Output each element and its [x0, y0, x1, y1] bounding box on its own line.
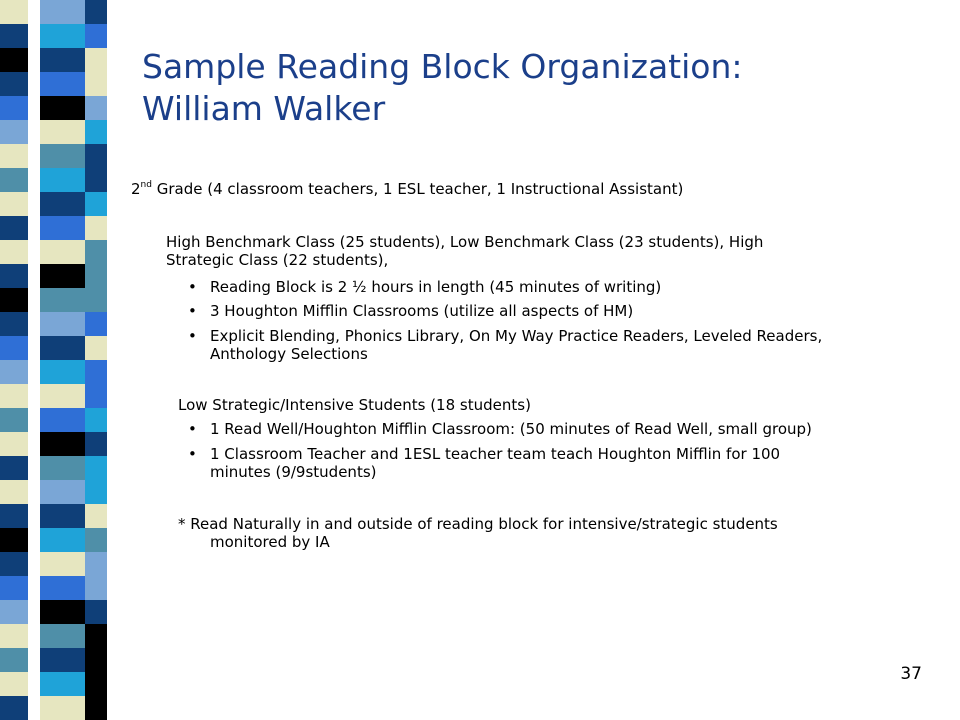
decorative-stripe [40, 96, 85, 120]
decorative-stripe-edge [0, 264, 28, 288]
decorative-stripe-edge [0, 240, 28, 264]
section1-bullet-2: 3 Houghton Mifflin Classrooms (utilize all aspects of HM) [210, 302, 634, 320]
decorative-stripe [40, 48, 85, 72]
decorative-stripe-right [85, 480, 107, 504]
decorative-stripe-edge [0, 432, 28, 456]
decorative-stripe [40, 552, 85, 576]
section2-bullet-2-line-2: minutes (9/9students) [210, 463, 377, 481]
section1-bullet-3-line-1: Explicit Blending, Phonics Library, On My Way Practice Readers, Leveled Readers, [210, 327, 823, 345]
decorative-stripe [40, 144, 85, 168]
decorative-stripe [40, 384, 85, 408]
decorative-stripe-right [85, 72, 107, 96]
decorative-stripe [40, 72, 85, 96]
decorative-stripe-right [85, 264, 107, 288]
section1-heading-line-1: High Benchmark Class (25 students), Low Benchmark Class (23 students), High [166, 233, 764, 251]
decorative-stripe-right [85, 336, 107, 360]
grade-number: 2 [131, 180, 141, 198]
decorative-stripe-right [85, 288, 107, 312]
decorative-stripe [40, 264, 85, 288]
decorative-stripe [40, 528, 85, 552]
decorative-stripe [40, 456, 85, 480]
decorative-stripe-edge [0, 672, 28, 696]
decorative-stripe [40, 168, 85, 192]
decorative-stripe-edge [0, 624, 28, 648]
decorative-stripe-right [85, 48, 107, 72]
decorative-stripe-edge [0, 648, 28, 672]
decorative-stripe-edge [0, 144, 28, 168]
decorative-stripe-right [85, 24, 107, 48]
decorative-stripe-right [85, 144, 107, 168]
bullet-marker: • [188, 445, 197, 463]
decorative-stripe [40, 600, 85, 624]
decorative-stripe-edge [0, 480, 28, 504]
decorative-stripe-edge [0, 312, 28, 336]
decorative-stripe-right [85, 672, 107, 696]
decorative-stripe-edge [0, 48, 28, 72]
decorative-stripe [40, 432, 85, 456]
decorative-stripe [40, 312, 85, 336]
decorative-stripe-edge [0, 336, 28, 360]
decorative-stripe-right [85, 120, 107, 144]
decorative-stripe-right [85, 192, 107, 216]
decorative-stripe-right [85, 528, 107, 552]
decorative-stripe-right [85, 600, 107, 624]
decorative-stripe-edge [0, 552, 28, 576]
decorative-stripe [40, 480, 85, 504]
bullet-marker: • [188, 327, 197, 345]
bullet-marker: • [188, 302, 197, 320]
decorative-stripe-right [85, 216, 107, 240]
section2-bullet-2-line-1: 1 Classroom Teacher and 1ESL teacher team teach Houghton Mifflin for 100 [210, 445, 781, 463]
decorative-stripe-right [85, 96, 107, 120]
decorative-stripe-right [85, 408, 107, 432]
decorative-stripe [40, 672, 85, 696]
decorative-stripe [40, 216, 85, 240]
section1-heading-line-2: Strategic Class (22 students), [166, 251, 389, 269]
title-line-1: Sample Reading Block Organization: [142, 47, 743, 86]
decorative-stripe-right [85, 0, 107, 24]
decorative-stripe-right [85, 624, 107, 648]
decorative-stripe-right [85, 360, 107, 384]
decorative-stripe [40, 240, 85, 264]
decorative-stripe [40, 648, 85, 672]
decorative-stripe-edge [0, 528, 28, 552]
decorative-stripe [40, 24, 85, 48]
decorative-stripe-edge [0, 504, 28, 528]
decorative-stripe-right [85, 504, 107, 528]
decorative-stripe-edge [0, 384, 28, 408]
section1-bullet-3-line-2: Anthology Selections [210, 345, 368, 363]
decorative-stripe-right [85, 432, 107, 456]
decorative-stripe-edge [0, 72, 28, 96]
decorative-stripe-edge [0, 456, 28, 480]
decorative-stripe [40, 336, 85, 360]
decorative-stripe [40, 360, 85, 384]
decorative-stripe-right [85, 576, 107, 600]
decorative-stripe-edge [0, 216, 28, 240]
decorative-stripe-right [85, 696, 107, 720]
decorative-stripe [40, 288, 85, 312]
decorative-stripe-edge [0, 192, 28, 216]
section2-heading: Low Strategic/Intensive Students (18 students) [178, 396, 531, 414]
decorative-stripe [40, 120, 85, 144]
decorative-stripe-edge [0, 96, 28, 120]
decorative-stripe-bar [0, 0, 110, 720]
bullet-marker: • [188, 278, 197, 296]
decorative-stripe-edge [0, 288, 28, 312]
decorative-stripe-right [85, 168, 107, 192]
decorative-stripe-edge [0, 168, 28, 192]
decorative-stripe-right [85, 648, 107, 672]
note-line-1: * Read Naturally in and outside of reading block for intensive/strategic students [178, 515, 778, 533]
decorative-stripe [40, 624, 85, 648]
decorative-stripe-right [85, 384, 107, 408]
decorative-stripe-edge [0, 360, 28, 384]
decorative-stripe-right [85, 456, 107, 480]
decorative-stripe-right [85, 312, 107, 336]
bullet-marker: • [188, 420, 197, 438]
decorative-stripe [40, 696, 85, 720]
decorative-stripe-edge [0, 576, 28, 600]
decorative-stripe-right [85, 552, 107, 576]
grade-description: Grade (4 classroom teachers, 1 ESL teacher, 1 Instructional Assistant) [151, 180, 684, 198]
section2-bullet-1: 1 Read Well/Houghton Mifflin Classroom: (50 minutes of Read Well, small group) [210, 420, 812, 438]
decorative-stripe-edge [0, 0, 28, 24]
section1-bullet-1: Reading Block is 2 ½ hours in length (45 minutes of writing) [210, 278, 662, 296]
title-line-2: William Walker [142, 89, 386, 128]
decorative-stripe [40, 576, 85, 600]
decorative-stripe-edge [0, 24, 28, 48]
decorative-stripe [40, 0, 85, 24]
page-number: 37 [900, 664, 922, 684]
grade-line [131, 180, 931, 198]
note-line-2: monitored by IA [210, 533, 330, 551]
decorative-stripe [40, 192, 85, 216]
decorative-stripe-edge [0, 696, 28, 720]
decorative-stripe-right [85, 240, 107, 264]
decorative-stripe-edge [0, 120, 28, 144]
slide-title [142, 46, 922, 130]
decorative-stripe-edge [0, 408, 28, 432]
decorative-stripe-edge [0, 600, 28, 624]
decorative-stripe [40, 504, 85, 528]
decorative-stripe [40, 408, 85, 432]
grade-suffix: nd [140, 180, 152, 190]
